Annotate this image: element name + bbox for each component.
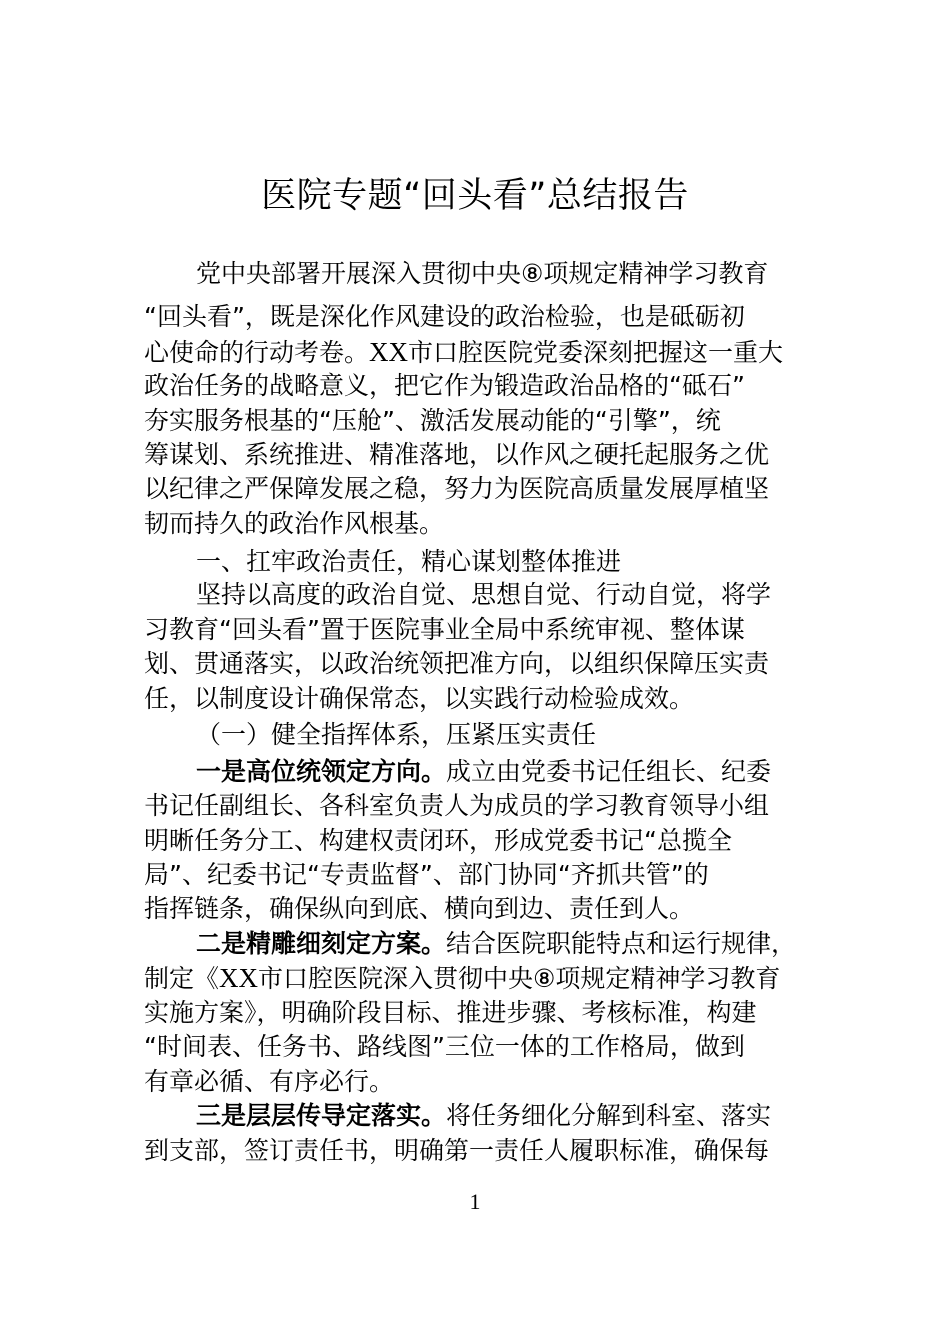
text-segment: XX	[219, 963, 259, 993]
bold-lead: 一是高位统领定方向。	[196, 757, 447, 786]
text-segment: 将任务细化分解到科室、落实	[446, 1101, 772, 1130]
text-line: “回头看”，既是深化作风建设的政治检验，也是砥砺初	[144, 302, 745, 331]
text-line: 以纪律之严保障发展之稳，努力为医院高质量发展厚植坚	[144, 474, 770, 503]
text-line: “时间表、任务书、路线图”三位一体的工作格局，做到	[144, 1032, 745, 1061]
text-line	[144, 927, 814, 963]
text-segment: 心使命的行动考卷。	[144, 338, 370, 367]
text-line: 有章必循、有序必行。	[144, 1067, 395, 1096]
text-segment: 成立由党委书记任组长、纪委	[446, 757, 772, 786]
subsection-heading-1: （一）健全指挥体系，压紧压实责任	[196, 720, 597, 749]
bold-lead: 三是层层传导定落实。	[196, 1101, 447, 1130]
text-line	[144, 755, 814, 791]
document-title: 医院专题“回头看”总结报告	[261, 176, 689, 216]
text-line: 筹谋划、系统推进、精准落地，以作风之硬托起服务之优	[144, 440, 770, 469]
section-heading-1: 一、扛牢政治责任，精心谋划整体推进	[196, 547, 622, 576]
text-segment: XX	[369, 337, 409, 367]
text-line: 任，以制度设计确保常态，以实践行动检验成效。	[144, 684, 695, 713]
text-line: 到支部，签订责任书，明确第一责任人履职标准，确保每	[144, 1136, 770, 1165]
text-line: 夯实服务根基的“压舱”、激活发展动能的“引擎”，统	[144, 406, 721, 435]
bold-lead: 二是精雕细刻定方案。	[196, 929, 447, 958]
text-segment: 结合医院职能特点和运行规律，	[446, 929, 797, 958]
text-segment: 市口腔医院深入贯彻中央⑧项规定精神学习教育	[258, 964, 781, 993]
text-line: 指挥链条，确保纵向到底、横向到边、责任到人。	[144, 894, 695, 923]
text-line: 划、贯通落实，以政治统领把准方向，以组织保障压实责	[144, 649, 770, 678]
text-line: 明晰任务分工、构建权责闭环，形成党委书记“总揽全	[144, 826, 732, 855]
text-line: 坚持以高度的政治自觉、思想自觉、行动自觉，将学	[196, 580, 772, 609]
text-line: 韧而持久的政治作风根基。	[144, 509, 445, 538]
text-line	[144, 1099, 814, 1135]
text-line: 习教育“回头看”置于医院事业全局中系统审视、整体谋	[144, 615, 745, 644]
text-line: 实施方案》，明确阶段目标、推进步骤、考核标准，构建	[144, 998, 757, 1027]
text-segment: 市口腔医院党委深刻把握这一重大	[408, 338, 784, 367]
text-line: 党中央部署开展深入贯彻中央⑧项规定精神学习教育	[196, 259, 769, 288]
text-line: 政治任务的战略意义，把它作为锻造政治品格的“砥石”	[144, 371, 745, 400]
text-line: 局”、纪委书记“专责监督”、部门协同“齐抓共管”的	[144, 860, 709, 889]
text-line	[144, 961, 814, 997]
text-line: 书记任副组长、各科室负责人为成员的学习教育领导小组	[144, 791, 770, 820]
text-segment: 制定《	[144, 964, 220, 993]
text-line	[144, 335, 814, 371]
page-number: 1	[469, 1189, 481, 1214]
